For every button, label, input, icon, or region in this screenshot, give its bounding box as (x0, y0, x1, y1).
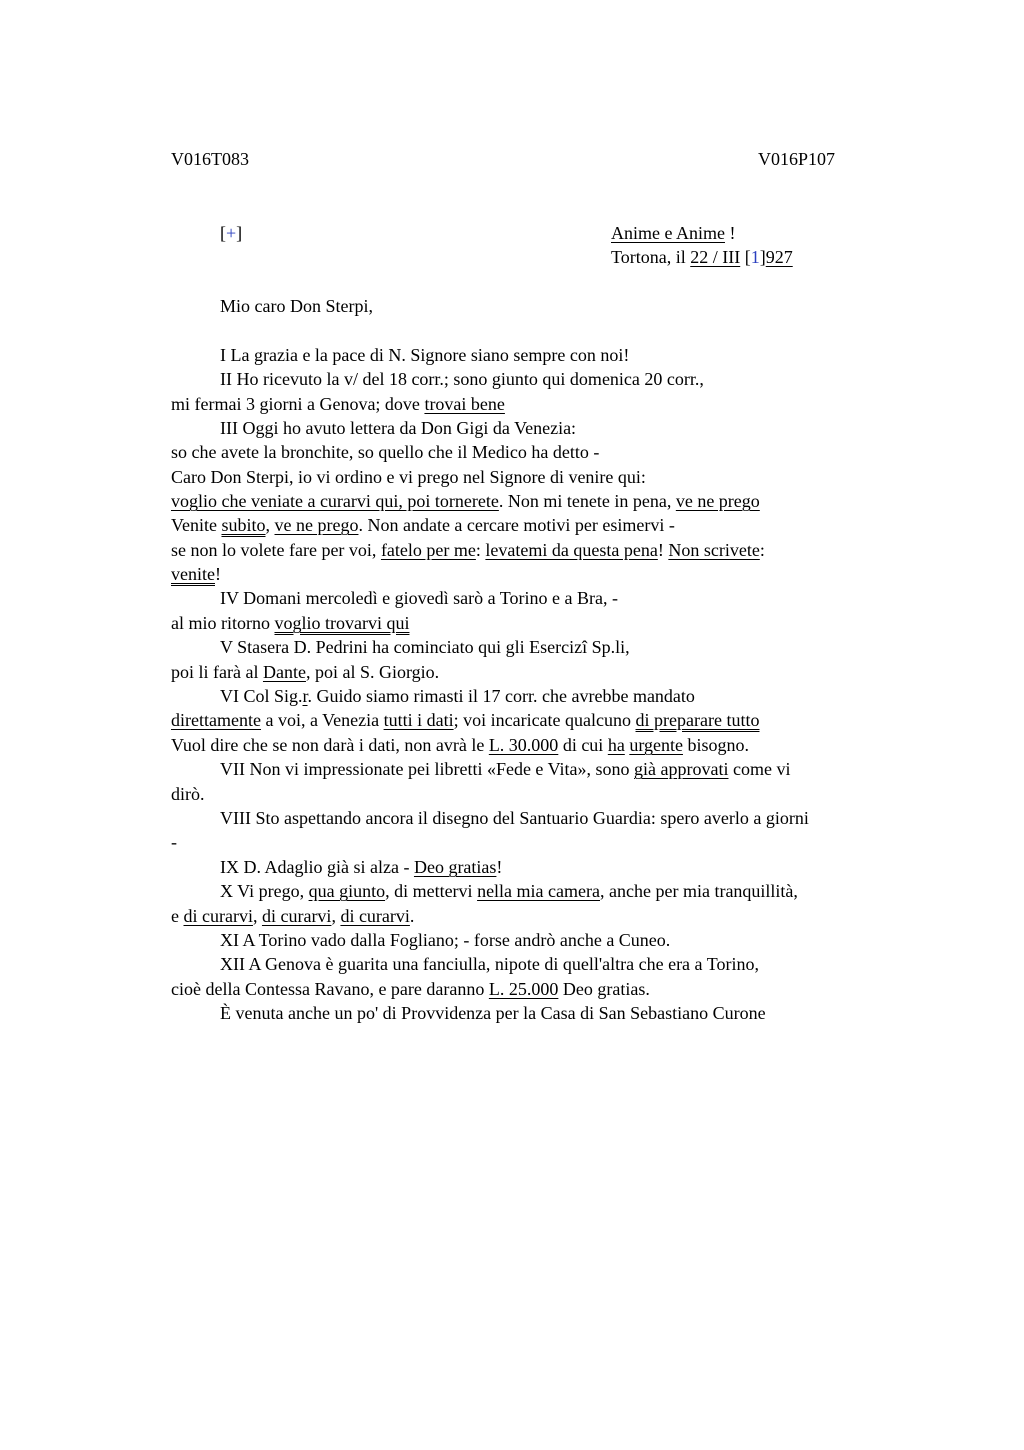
year-open: [ (744, 247, 751, 267)
line-text: I La grazia e la pace di N. Signore siano sempre con noi! (220, 345, 630, 365)
line-text: cioè della Contessa Ravano, e pare daranno (171, 979, 489, 999)
body-line (220, 929, 670, 951)
line-text: : (475, 540, 486, 560)
line-text: III Oggi ho avuto lettera da Don Gigi da Venezia: (220, 418, 577, 438)
cross-open: [ (220, 223, 226, 243)
line-text: a voi, a Venezia (260, 710, 384, 730)
line-text: ! (496, 857, 503, 877)
underlined-text: nella mia camera (477, 881, 600, 901)
line-text: al mio ritorno (171, 613, 275, 633)
line-text: IV Domani mercoledì e giovedì sarò a Torino e a Bra, - (220, 588, 618, 608)
body-line (171, 978, 650, 1000)
line-text: ; voi incaricate qualcuno (453, 710, 636, 730)
line-text: . (409, 906, 415, 926)
line-text: , anche per mia tranquillità, (600, 881, 798, 901)
body-line (171, 514, 675, 536)
line-text: , di mettervi (385, 881, 478, 901)
underlined-text: Dante (262, 662, 306, 682)
body-line (171, 563, 221, 585)
year-digit: 1 (750, 247, 760, 267)
document-code-left: V016T083 (171, 149, 249, 169)
salutation: Mio caro Don Sterpi, (220, 296, 373, 316)
underlined-text: di preparare tutto (635, 710, 760, 730)
underlined-text: venite (171, 564, 215, 584)
line-text: se non lo volete fare per voi, (171, 540, 381, 560)
line-text: XI A Torino vado dalla Fogliano; - forse andrò anche a Cuneo. (220, 930, 671, 950)
body-line (171, 466, 646, 488)
body-line (220, 636, 630, 658)
body-line (171, 612, 409, 634)
body-line (171, 709, 759, 731)
body-line (171, 441, 599, 463)
year-close: ] (759, 247, 766, 267)
underlined-text: L. 30.000 (488, 735, 559, 755)
body-line (220, 368, 704, 390)
underlined-text: ha (607, 735, 625, 755)
body-line (220, 685, 695, 707)
document-code-right: V016P107 (758, 149, 836, 169)
body-line (220, 1002, 766, 1024)
line-text: e (171, 906, 184, 926)
line-text: ! (657, 540, 669, 560)
line-text: so che avete la bronchite, so quello che il Medico ha detto - (171, 442, 600, 462)
underlined-text: r (302, 686, 308, 706)
underlined-text: voglio trovarvi qui (274, 613, 410, 633)
line-text: come vi (728, 759, 791, 779)
underlined-text: fatelo per me (380, 540, 476, 560)
line-text: X Vi prego, (220, 881, 309, 901)
line-text: Venite (171, 515, 222, 535)
body-line (171, 905, 414, 927)
line-text: ! (214, 564, 221, 584)
underlined-text: di curarvi (340, 906, 410, 926)
body-line (220, 856, 502, 878)
line-text: mi fermai 3 giorni a Genova; dove (171, 394, 425, 414)
line-text: . Guido siamo rimasti il 17 corr. che avrebbe mandato (307, 686, 695, 706)
line-text: , poi al S. Giorgio. (305, 662, 440, 682)
line-text: dirò. (171, 784, 205, 804)
body-line (220, 417, 576, 439)
underlined-text: direttamente (171, 710, 261, 730)
cross-icon: + (226, 223, 237, 243)
body-line (220, 587, 618, 609)
line-text: , (265, 515, 275, 535)
underlined-text: ve ne prego (274, 515, 359, 535)
line-text: bisogno. (682, 735, 749, 755)
line-text: IX D. Adaglio già si alza - (220, 857, 414, 877)
body-line (220, 880, 798, 902)
line-text: - (171, 832, 177, 852)
line-text: Deo gratias. (558, 979, 650, 999)
year-rest: 927 (765, 247, 793, 267)
underlined-text: di curarvi (261, 906, 332, 926)
motto (611, 222, 735, 244)
underlined-text: tutti i dati (383, 710, 454, 730)
underlined-text: levatemi da questa pena (485, 540, 658, 560)
line-text: È venuta anche un po' di Provvidenza per la Casa di San Sebastiano Curone (220, 1003, 766, 1023)
underlined-text: L. 25.000 (488, 979, 559, 999)
body-line (220, 807, 809, 829)
line-text: Caro Don Sterpi, io vi ordino e vi prego nel Signore di venire qui: (171, 467, 646, 487)
underlined-text: già approvati (634, 759, 729, 779)
line-text: : (759, 540, 765, 560)
underlined-text: di curarvi (183, 906, 253, 926)
dateline (611, 246, 793, 268)
underlined-text: Non scrivete (668, 540, 760, 560)
line-text: di cui (558, 735, 608, 755)
body-line (171, 661, 439, 683)
line-text: VI Col Sig. (220, 686, 303, 706)
body-line (171, 393, 505, 415)
body-line (220, 758, 790, 780)
line-text: XII A Genova è guarita una fanciulla, nipote di quell'altra che era a Torino, (220, 954, 759, 974)
line-text: II Ho ricevuto la v/ del 18 corr.; sono giunto qui domenica 20 corr., (220, 369, 704, 389)
body-line (171, 539, 765, 561)
line-text: . Non andate a cercare motivi per esimervi - (358, 515, 675, 535)
body-line (171, 490, 760, 512)
dateline-place: Tortona, il (611, 247, 691, 267)
motto-text: Anime e Anime (611, 223, 725, 243)
underlined-text: qua giunto (308, 881, 386, 901)
line-text: . Non mi tenete in pena, (498, 491, 676, 511)
underlined-text: urgente (629, 735, 683, 755)
line-text: VIII Sto aspettando ancora il disegno del Santuario Guardia: spero averlo a giorni (220, 808, 809, 828)
line-text: V Stasera D. Pedrini ha cominciato qui gli Esercizî Sp.li, (220, 637, 630, 657)
line-text: VII Non vi impressionate pei libretti «Fede e Vita», sono (220, 759, 635, 779)
underlined-text: trovai bene (424, 394, 505, 414)
body-line (171, 831, 177, 853)
motto-end: ! (724, 223, 736, 243)
body-line (171, 734, 749, 756)
line-text: , (331, 906, 341, 926)
body-line (171, 783, 205, 805)
line-text: poi li farà al (171, 662, 263, 682)
line-text: Vuol dire che se non darà i dati, non avrà le (171, 735, 489, 755)
dateline-date: 22 / III (690, 247, 741, 267)
underlined-text: Deo gratias (413, 857, 497, 877)
body-line (220, 344, 629, 366)
underlined-text: ve ne prego (675, 491, 760, 511)
cross-close: ] (236, 223, 243, 243)
cross-mark (220, 222, 242, 244)
body-line (220, 953, 759, 975)
underlined-text: subito (221, 515, 266, 535)
underlined-text: voglio che veniate a curarvi qui, poi tornerete (171, 491, 499, 511)
line-text: , (252, 906, 262, 926)
